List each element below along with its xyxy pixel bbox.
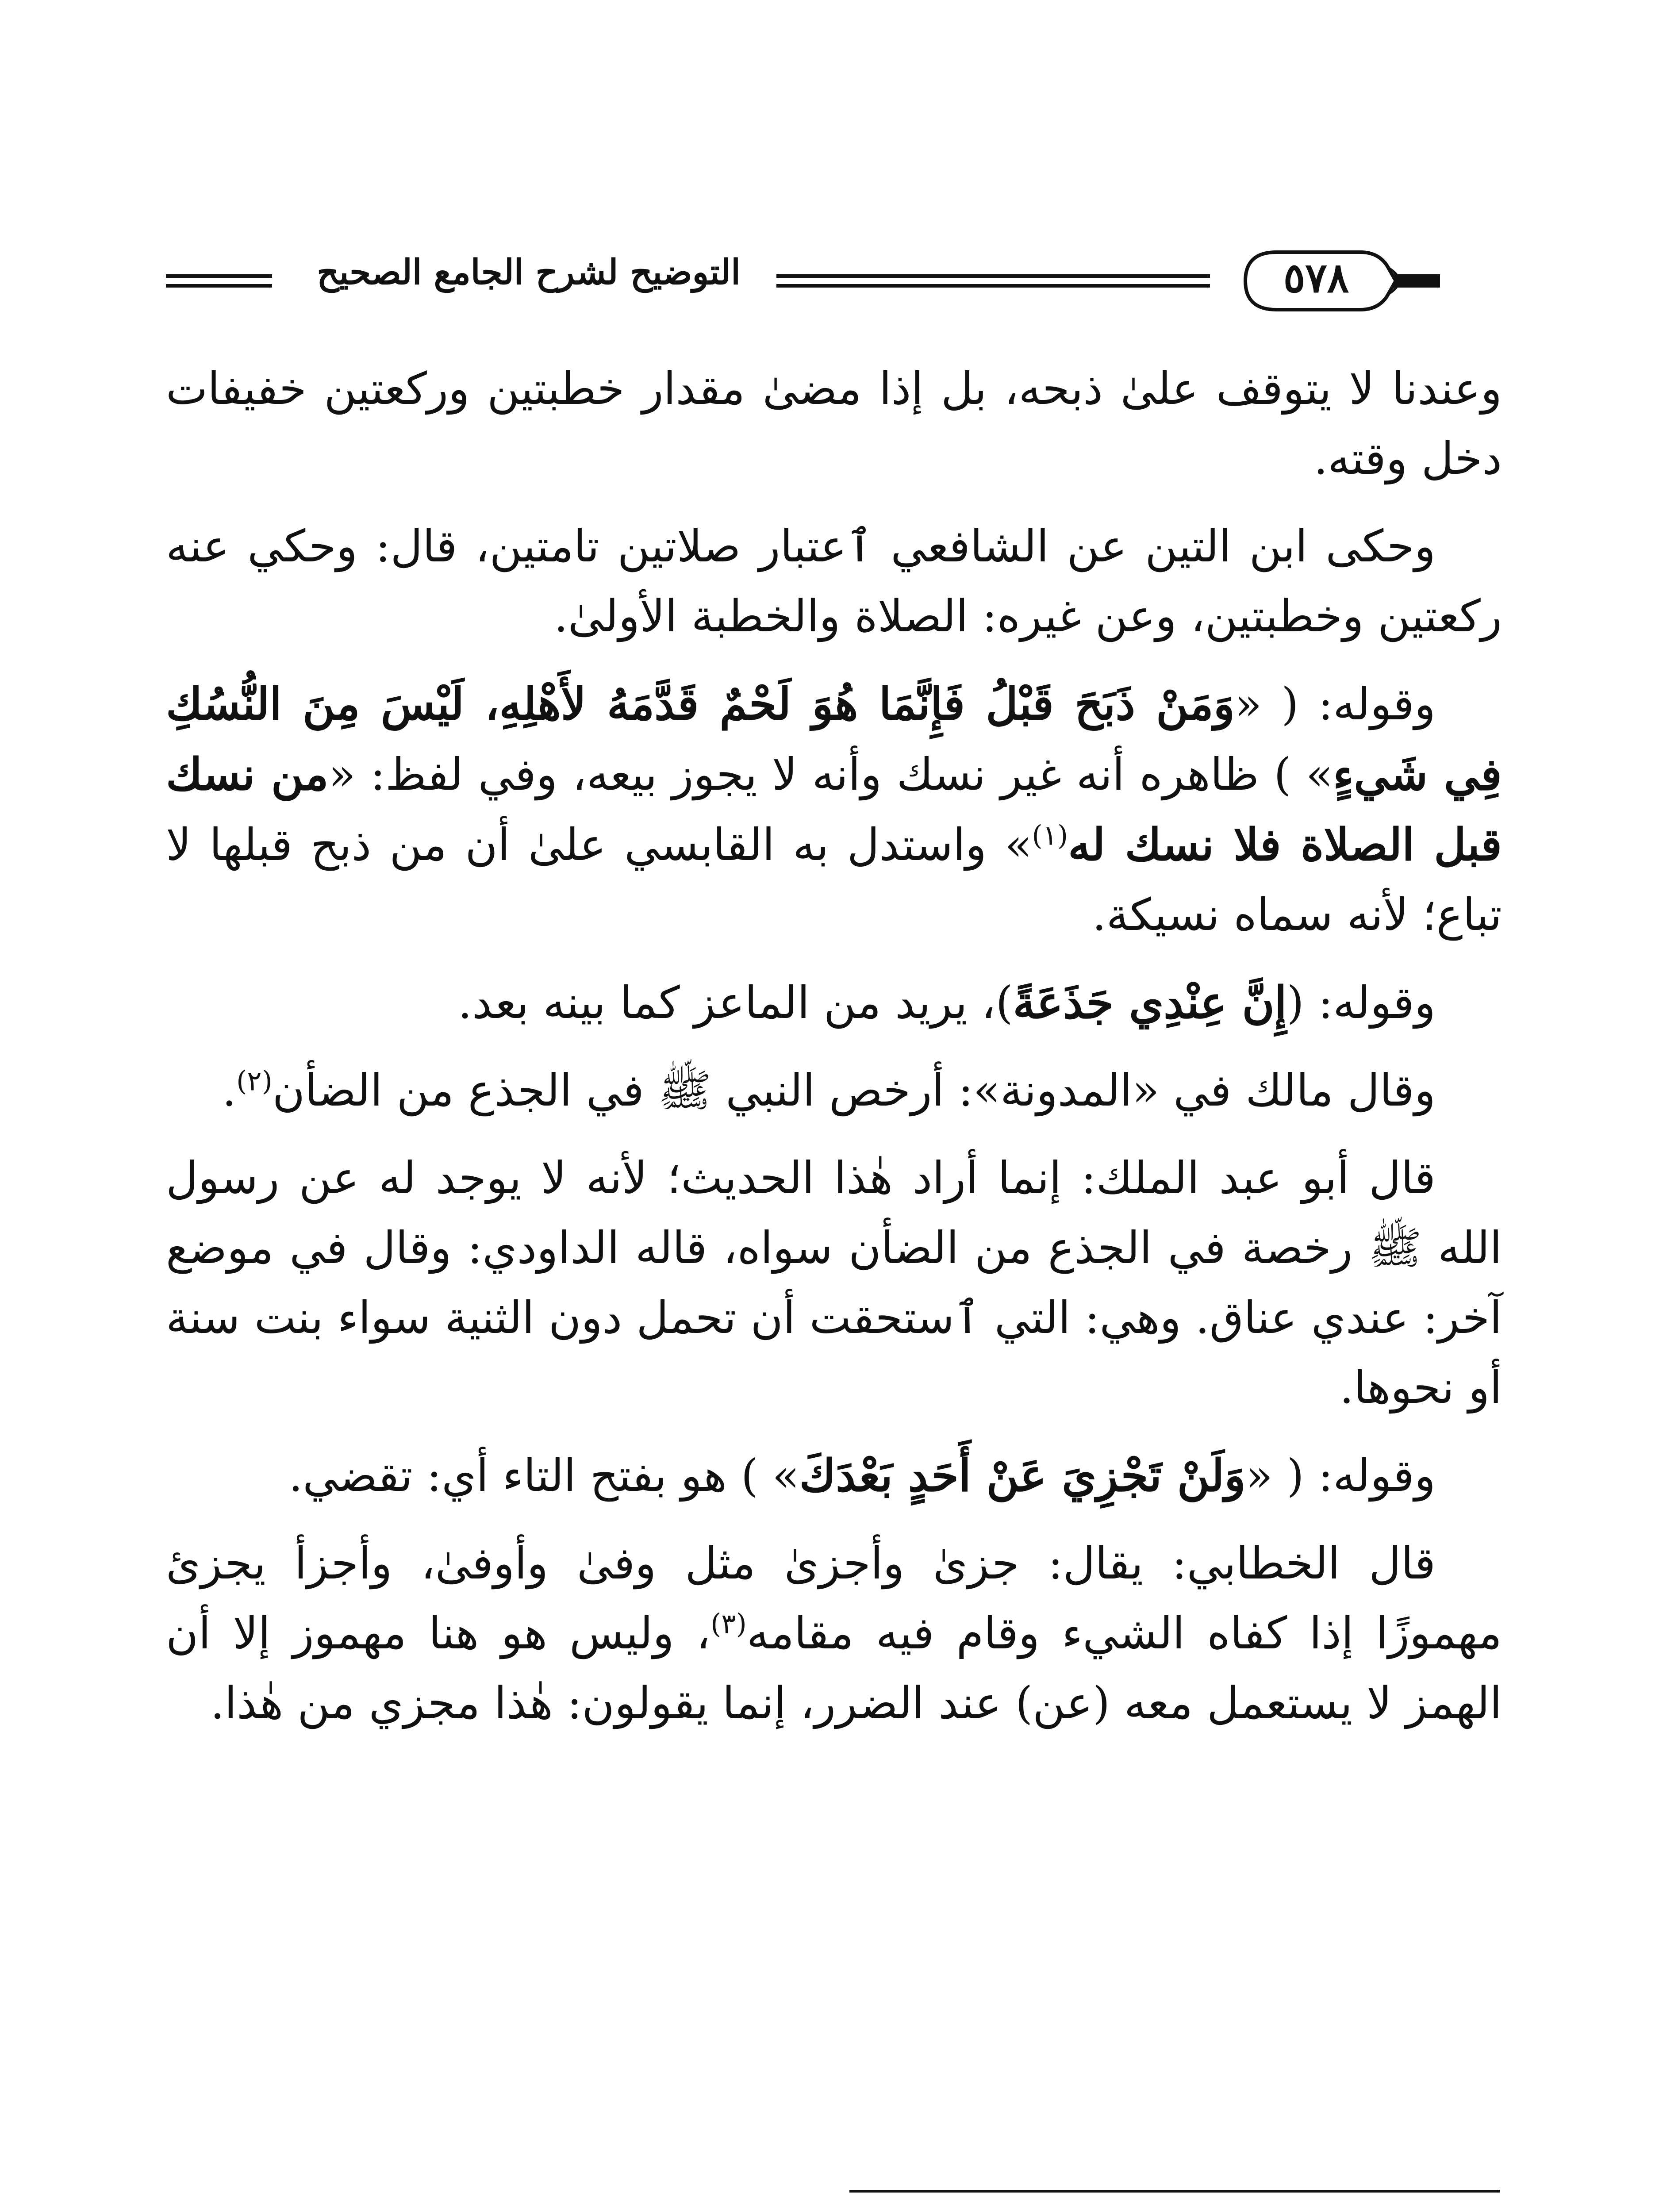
- paragraph-3-lead: وقوله: ( «: [1235, 678, 1436, 730]
- footnotes: [442, 2208, 1502, 2212]
- footnote-ref-2: (٢): [236, 1064, 273, 1097]
- paragraph-3-tail: » واستدل به القابسي علىٰ أن من ذبح قبلها لا تباع؛ لأنه سماه نسيكة.: [166, 819, 1502, 941]
- hadith-quote-3: إِنَّ عِنْدِي جَذَعَةً: [1013, 976, 1287, 1029]
- paragraph-8: [166, 1528, 1502, 1738]
- paragraph-6: قال أبو عبد الملك: إنما أراد هٰذا الحديث؛ لأنه لا يوجد له عن رسول الله ﷺ رخصة في الجذع من الضأن سواه، قاله الداودي: وقال في موضع آخر: عندي عناق. وهي: التي ٱستحقت أن تحمل دون الثنية سواء بنت سنة أو نحوها.: [166, 1152, 1502, 1413]
- paragraph-5-tail: .: [222, 1064, 237, 1116]
- footnote-text: [629, 2208, 1436, 2212]
- page-header: [166, 248, 1502, 323]
- paragraph-3-mid: » ) ظاهره أنه غير نسك وأنه لا يجوز بيعه، وفي لفظ: «: [328, 749, 1333, 800]
- paragraph-2: وحكى ابن التين عن الشافعي ٱعتبار صلاتين تامتين، قال: وحكي عنه ركعتين وخطبتين، وعن غيره: الصلاة والخطبة الأولىٰ.: [166, 520, 1502, 642]
- footnote-separator: [849, 2190, 1500, 2193]
- header-rule-left: [166, 274, 272, 288]
- paragraph-4-tail: )، يريد من الماعز كما بينه بعد.: [458, 977, 1013, 1029]
- paragraph-4-lead: وقوله: (: [1286, 977, 1436, 1029]
- paragraph-5-text: وقال مالك في «المدونة»: أرخص النبي ﷺ في الجذع من الضأن: [272, 1064, 1436, 1116]
- running-title: التوضيح لشرح الجامع الصحيح: [317, 252, 741, 292]
- paragraph-8-tail: ، وليس هو هنا مهموز إلا أن الهمز لا يستعمل معه (عن) عند الضرر، إنما يقولون: هٰذا مجزي من هٰذا.: [166, 1607, 1502, 1729]
- paragraph-8-text: قال الخطابي: يقال: جزىٰ وأجزىٰ مثل وفىٰ وأوفىٰ، وأجزأ يجزئ مهموزًا إذا كفاه الشيء وقام فيه مقامه: [166, 1537, 1502, 1659]
- paragraph-5: [166, 1056, 1502, 1125]
- paragraph-1: وعندنا لا يتوقف علىٰ ذبحه، بل إذا مضىٰ مقدار خطبتين وركعتين خفيفات دخل وقته.: [166, 363, 1502, 484]
- header-rule-middle: [776, 274, 1210, 288]
- paragraph-7-tail: » ) هو بفتح التاء أي: تقضي.: [288, 1450, 799, 1502]
- footnote-ref-1: (١): [1032, 819, 1068, 852]
- paragraph-4: [166, 968, 1502, 1038]
- main-text: [166, 354, 1502, 1756]
- paragraph-7-lead: وقوله: ( «: [1245, 1450, 1436, 1502]
- footnote-ref-3: (٣): [710, 1607, 747, 1640]
- page-number-badge: [1228, 248, 1440, 314]
- hadith-quote-2: من نسك قبل الصلاة فلا نسك له: [166, 748, 1502, 871]
- paragraph-7: [166, 1440, 1502, 1511]
- footnote-1: [442, 2208, 1502, 2212]
- paragraph-3: [166, 669, 1502, 950]
- hadith-quote-4: وَلَنْ تَجْزِيَ عَنْ أَحَدٍ بَعْدَكَ: [799, 1449, 1246, 1502]
- footnote-number: [1454, 2208, 1502, 2212]
- page-number: ٥٧٨: [1283, 254, 1349, 302]
- hadith-quote-1: وَمَنْ ذَبَحَ قَبْلُ فَإِنَّمَا هُوَ لَحْمٌ قَدَّمَهُ لأَهْلِهِ، لَيْسَ مِنَ النُّسُكِ فِي شَيءٍ: [166, 678, 1502, 800]
